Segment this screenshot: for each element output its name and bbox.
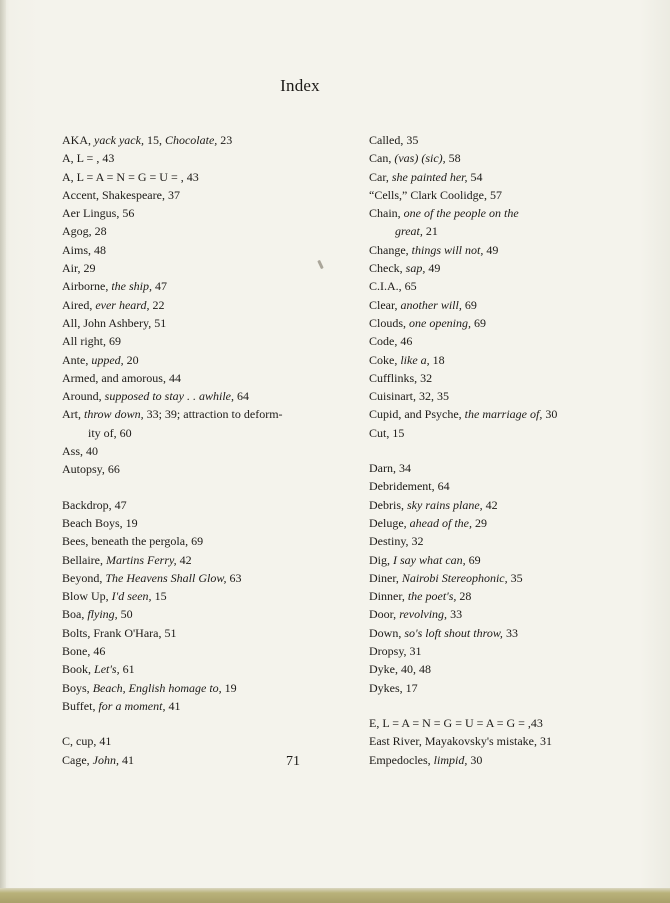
index-entry [62,241,332,259]
index-entry-text: A, L = , 43 [62,151,115,166]
index-entry-text: Check, [369,261,406,276]
index-entry-text: 28 [456,589,472,604]
index-entry-text: Aired, [62,297,96,312]
index-entry-text: Destiny, 32 [369,534,424,549]
index-entry-text: Can, [369,151,395,166]
index-entry [369,186,649,204]
index-entry-text: 33 [502,625,518,640]
index-entry [369,405,649,423]
index-entry [62,314,332,332]
index-entry-text: Chain, [369,206,404,221]
index-entry-continuation [62,424,332,442]
index-entry [62,149,332,167]
index-entry-text: Airborne, [62,279,112,294]
index-entry-text: Dinner, [369,589,408,604]
index-entry-italic-text: the poet's, [407,589,457,604]
index-entry [369,679,649,697]
index-entry-text: Book, [62,662,95,677]
index-entry [369,387,649,405]
index-entry [369,551,649,569]
index-entry-text: Coke, [369,352,401,367]
index-entry-italic-text: ahead of the, [409,515,472,530]
index-entry [62,496,332,514]
index-entry-text: 15, [143,133,165,147]
index-entry-text: Code, 46 [369,334,413,349]
index-entry [62,732,332,750]
index-entry-text: 63 [226,570,242,585]
index-entry-text: Ante, [62,352,92,367]
index-entry-italic-text: for a moment, [98,698,166,713]
index-entry [369,587,649,605]
index-entry-text: Autopsy, 66 [62,462,120,477]
index-entry-text: Around, [62,389,105,404]
index-entry-italic-text: Martins Ferry, [105,552,177,567]
index-entry [369,660,649,678]
index-entry [369,351,649,369]
index-entry-text: All right, 69 [62,334,121,349]
index-entry-italic-text: the marriage of, [464,407,543,422]
index-entry-italic-text: one opening, [409,315,472,330]
index-entry-text: Cupid, and Psyche, [369,407,465,422]
index-entry-italic-text: sky rains plane, [407,497,483,512]
index-entry [369,204,649,222]
index-entry-italic-text: the ship, [111,279,152,294]
index-entry-text: 42 [176,552,192,567]
index-entry-text: Armed, and amorous, 44 [62,370,181,385]
index-entry-text: 30 [542,407,558,422]
index-entry-text: Cut, 15 [369,425,405,440]
index-entry-text: Backdrop, 47 [62,497,127,512]
index-entry-italic-text: great, [395,224,423,239]
index-entry [369,241,649,259]
index-entry-italic-text: like a, [400,352,430,367]
index-entry-text: Debris, [369,497,407,512]
index-entry-italic-text: Nairobi Stereophonic, [401,570,508,585]
index-entry-text: Blow Up, [62,589,112,604]
index-entry-text: 20 [123,352,139,367]
index-entry-italic-text: ever heard, [95,297,150,312]
index-entry-text: 22 [149,297,165,312]
index-entry-italic-text: revolving, [399,607,448,622]
index-entry-text: Boys, [62,680,93,695]
index-entry [369,314,649,332]
index-entry [62,168,332,186]
index-entry-text: 23 [217,133,233,147]
index-entry [62,460,332,478]
index-entry-text: Bolts, Frank O'Hara, 51 [62,625,177,640]
index-entry [62,351,332,369]
index-entry-italic-text: she painted her, [391,169,468,184]
index-entry-text: 47 [152,279,167,294]
index-entry [369,714,649,732]
index-entry-text: “Cells,” Clark Coolidge, 57 [369,187,502,202]
index-entry-text: Cufflinks, 32 [369,370,433,385]
index-entry-italic-text: flying, [87,607,118,622]
index-entry-text: Beyond, [62,570,106,585]
index-entry-text: 54 [467,169,483,184]
index-entry [62,660,332,678]
index-entry-italic-text: limpid, [433,752,468,767]
index-entry [369,569,649,587]
index-entry [62,697,332,715]
index-section-gap [62,479,332,496]
index-section-gap [62,715,332,732]
index-entry [369,605,649,623]
index-entry-text: 41 [118,752,134,767]
index-entry-text: Car, [369,169,392,184]
index-entry-text: E, L = A = N = G = U = A = G = ,43 [369,715,543,730]
index-entry-italic-text: John, [92,752,119,767]
index-entry [369,624,649,642]
index-entry-italic-text: things will not, [411,242,484,257]
page-number: 71 [286,754,300,769]
index-entry-text: 35 [507,570,523,585]
index-entry-text: Debridement, 64 [369,479,450,494]
index-entry [62,204,332,222]
index-entry-text: Clouds, [369,315,410,330]
index-entry-text: Clear, [369,297,401,312]
index-entry-text: Down, [369,625,405,640]
index-entry [369,732,649,750]
index-entry-text: 30 [467,752,483,767]
index-entry-text: 69 [471,315,487,330]
index-entry [62,605,332,623]
index-entry [62,569,332,587]
index-entry-text: Darn, 34 [369,461,411,476]
index-entry [369,532,649,550]
index-entry-text: ity of, 60 [88,425,132,440]
index-entry-text: Agog, 28 [62,224,107,239]
index-entry-text: Called, 35 [369,133,419,147]
index-entry [62,131,332,149]
index-entry-continuation [369,222,649,240]
index-entry [369,477,649,495]
index-entry-text: Dropsy, 31 [369,644,422,659]
index-entry-text: Bone, 46 [62,644,106,659]
index-entry-text: 61 [119,662,135,677]
index-entry-text: Buffet, [62,698,99,713]
index-entry-text: C.I.A., 65 [369,279,417,294]
index-entry-text: 69 [461,297,477,312]
index-entry [369,459,649,477]
index-entry-text: Diner, [369,570,402,585]
page-title-text: Index [280,76,320,95]
index-entry-text: 42 [482,497,498,512]
index-entry-italic-text: upped, [91,352,124,367]
index-entry-text: Dykes, 17 [369,680,418,695]
index-section-gap [369,442,649,459]
index-entry [369,369,649,387]
index-entry-italic-text: Let's, [94,662,120,677]
index-entry-text: 49 [483,242,499,257]
index-entry-italic-text: I say what can, [393,552,466,567]
index-entry-text: Bellaire, [62,552,106,567]
index-entry [369,424,649,442]
index-entry-text: 41 [165,698,181,713]
index-entry-italic-text: so's loft shout throw, [404,625,503,640]
index-entry-italic-text: Beach, English homage to, [92,680,222,695]
index-entry [369,149,649,167]
index-entry [62,624,332,642]
index-entry-text: Cage, [62,752,93,767]
page-title [0,76,600,96]
index-entry-text: 58 [445,151,461,166]
index-entry-text: 15 [151,589,167,604]
index-entry-text: 50 [117,607,133,622]
index-entry [62,296,332,314]
index-entry-text: Aims, 48 [62,242,107,257]
index-entry-text: Empedocles, [369,752,434,767]
index-entry [62,186,332,204]
index-section-gap [369,697,649,714]
index-entry-text: 69 [465,552,481,567]
index-entry-text: Beach Boys, 19 [62,515,138,530]
index-entry-italic-text: (vas) (sic), [394,151,446,166]
index-entry-italic-text: supposed to stay . . awhile, [104,389,234,404]
index-entry [62,532,332,550]
index-entry-text: Door, [369,607,400,622]
index-entry-text: 29 [471,515,487,530]
index-entry [369,259,649,277]
index-entry [62,679,332,697]
index-column-left [62,131,332,769]
page-bottom-edge [0,888,670,903]
index-entry [369,168,649,186]
index-entry-text: Ass, 40 [62,444,99,459]
index-entry-text: C, cup, 41 [62,734,112,749]
index-entry-text: East River, Mayakovsky's mistake, 31 [369,734,552,749]
index-entry [62,387,332,405]
index-entry [369,496,649,514]
index-entry-text: Deluge, [369,515,410,530]
index-entry-text: 21 [422,224,438,239]
index-entry-text: 33; 39; attraction to deform- [143,407,283,422]
index-entry-text: 64 [234,389,249,404]
index-entry [369,296,649,314]
index-entry [62,587,332,605]
index-entry-text: 33 [447,607,463,622]
index-entry-italic-text: another will, [400,297,462,312]
index-entry-text: Cuisinart, 32, 35 [369,389,449,404]
index-entry-text: Aer Lingus, 56 [62,206,135,221]
index-entry [62,259,332,277]
index-entry-text: 49 [425,261,441,276]
index-entry-text: AKA, [62,133,94,147]
index-entry-text: 18 [429,352,445,367]
index-entry-italic-text: yack yack, [94,133,144,147]
index-entry [62,551,332,569]
index-entry [62,277,332,295]
index-entry-text: 19 [221,680,237,695]
index-column-right [369,131,649,769]
index-entry-text: A, L = A = N = G = U = , 43 [62,169,199,184]
index-entry-text: Bees, beneath the pergola, 69 [62,534,204,549]
index-entry [62,222,332,240]
index-entry-text: Boa, [62,607,88,622]
index-entry-text: Dyke, 40, 48 [369,662,431,677]
index-entry [369,131,649,149]
index-entry [369,514,649,532]
index-entry [369,642,649,660]
index-entry-text: Dig, [369,552,393,567]
index-entry [62,514,332,532]
index-entry [62,332,332,350]
index-entry [369,277,649,295]
index-entry-text: Change, [369,242,412,257]
index-entry-italic-text: one of the people on the [403,206,519,221]
index-entry-italic-text: The Heavens Shall Glow, [105,570,227,585]
index-entry [369,332,649,350]
index-entry-text: Art, [62,407,84,422]
index-entry-italic-text: sap, [405,261,426,276]
index-entry [62,369,332,387]
index-entry [62,642,332,660]
index-entry-italic-text: Chocolate, [164,133,218,147]
index-entry [62,442,332,460]
index-entry-text: Air, 29 [62,261,96,276]
index-entry [62,405,332,423]
index-entry-text: All, John Ashbery, 51 [62,315,167,330]
index-entry-italic-text: I'd seen, [111,589,152,604]
index-entry-text: Accent, Shakespeare, 37 [62,187,180,202]
index-entry-italic-text: throw down, [84,407,144,422]
